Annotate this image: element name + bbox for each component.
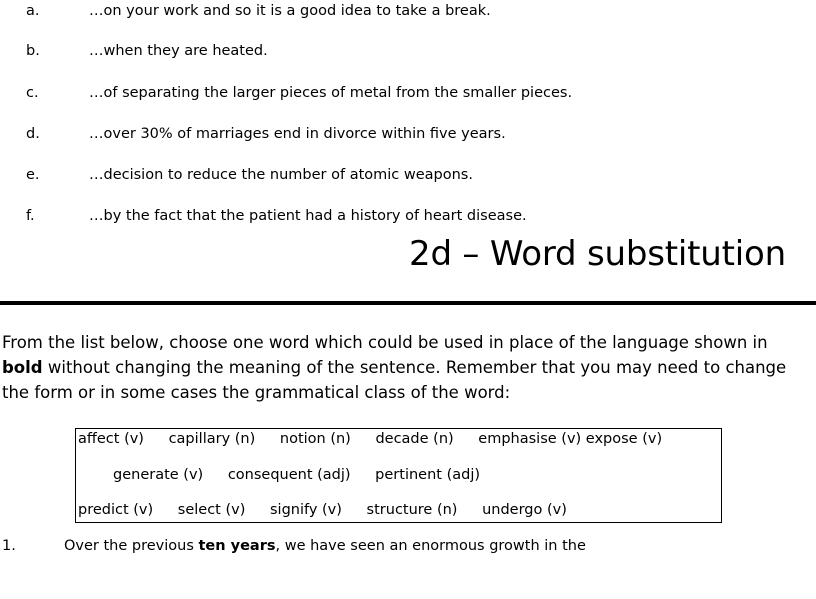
instructions — [2, 330, 807, 405]
word-row — [78, 431, 662, 447]
instructions-bold: bold — [2, 358, 43, 377]
item-letter: a. — [26, 3, 40, 19]
word-option: generate (v) — [113, 467, 204, 483]
item-letter: d. — [26, 126, 40, 142]
word-row — [78, 502, 567, 518]
item-text: …of separating the larger pieces of metal from the smaller pieces. — [89, 85, 573, 101]
section-title: 2d – Word substitution — [409, 234, 786, 274]
instructions-text: From the list below, choose one word which could be used in place of the language shown in — [2, 333, 768, 352]
word-option: structure (n) — [366, 502, 458, 518]
word-option: affect (v) — [78, 431, 144, 447]
question-bold: ten years — [198, 538, 276, 554]
word-option: decade (n) — [375, 431, 454, 447]
word-option: capillary (n) — [168, 431, 256, 447]
item-text: …when they are heated. — [89, 43, 268, 59]
item-letter: e. — [26, 167, 40, 183]
item-text: …by the fact that the patient had a history of heart disease. — [89, 208, 527, 224]
question-1 — [0, 538, 816, 560]
item-letter: b. — [26, 43, 40, 59]
question-text-end: , we have seen an enormous growth in the — [275, 538, 586, 554]
item-letter: f. — [26, 208, 35, 224]
question-text — [64, 538, 586, 554]
item-text: …decision to reduce the number of atomic weapons. — [89, 167, 473, 183]
word-option: predict (v) — [78, 502, 154, 518]
instructions-text-end: without changing the meaning of the sentence. Remember that you may need to change the form or in some cases the grammatical class of the word: — [2, 358, 787, 402]
question-number: 1. — [2, 538, 16, 554]
word-option: emphasise (v) expose (v) — [478, 431, 663, 447]
item-text: …on your work and so it is a good idea to take a break. — [89, 3, 491, 19]
question-text-start: Over the previous — [64, 538, 199, 554]
word-option: select (v) — [177, 502, 246, 518]
word-option: pertinent (adj) — [375, 467, 480, 483]
item-text: …over 30% of marriages end in divorce within five years. — [89, 126, 506, 142]
word-option: signify (v) — [269, 502, 342, 518]
word-option: notion (n) — [279, 431, 351, 447]
word-list-box — [75, 428, 722, 523]
word-option: undergo (v) — [482, 502, 567, 518]
word-row — [113, 467, 480, 483]
section-divider — [0, 301, 816, 305]
item-letter: c. — [26, 85, 39, 101]
word-option: consequent (adj) — [227, 467, 351, 483]
